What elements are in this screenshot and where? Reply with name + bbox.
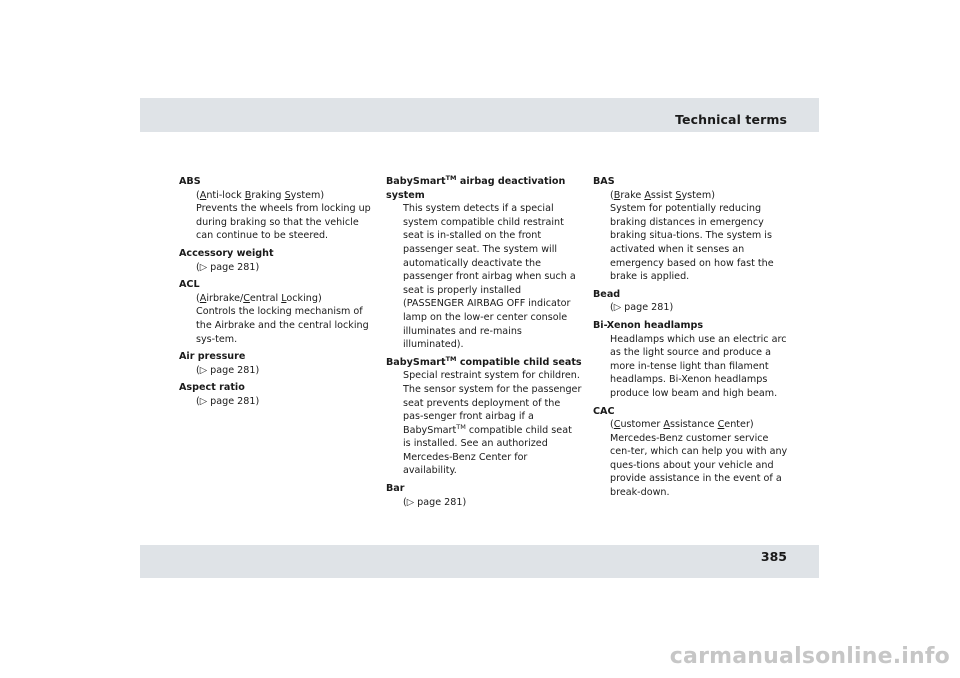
header-band — [140, 98, 819, 132]
expansion-cac: (Customer Assistance Center) — [610, 419, 754, 431]
term-bixenon: Bi-Xenon headlamps — [593, 319, 704, 331]
footer-band — [140, 545, 819, 578]
definition-babysmart-airbag: This system detects if a special system compatible child restraint seat is in-stalled on the front passenger seat. The system will automatically deactivate the passenger front airbag when such a seat is properly installed (PASSENGER AIRBAG OFF indicator lamp on the low-er center console illuminates and re-mains illuminated). — [403, 203, 576, 351]
trademark-mark: TM — [456, 422, 466, 431]
column-3 — [593, 175, 789, 504]
glossary-entry-abs — [179, 175, 375, 243]
glossary-entry-babysmart-airbag — [386, 175, 582, 352]
term-bead: Bead — [593, 288, 621, 300]
term-bar: Bar — [386, 483, 405, 495]
term-cac: CAC — [593, 405, 615, 417]
definition-acl: Controls the locking mechanism of the Airbrake and the central locking sys-tem. — [196, 306, 369, 345]
glossary-entry-aspect-ratio — [179, 381, 375, 408]
trademark-mark: TM — [445, 173, 457, 182]
glossary-entry-acl — [179, 278, 375, 346]
term-babysmart-seats: BabySmart™ compatible child seats — [386, 354, 582, 368]
glossary-entry-bead — [593, 288, 789, 315]
watermark: carmanualsonline.info — [669, 644, 950, 669]
definition-babysmart-seats: Special restraint system for children. The sensor system for the passenger seat prevents deployment of the pas-senger front airbag if a BabySmart™ compatible child seat is installed. See an authorized Mercedes-Benz Center for availability. — [403, 370, 582, 477]
page-number: 385 — [760, 549, 787, 564]
definition-cac: Mercedes-Benz customer service cen-ter, which can help you with any ques-tions about your vehicle and provide assistance in the event of a break-down. — [610, 432, 788, 499]
term-accessory-weight: Accessory weight — [179, 247, 274, 259]
page-ref-bead[interactable]: (▷ page 281) — [610, 302, 674, 314]
glossary-entry-cac — [593, 405, 789, 500]
section-title: Technical terms — [675, 112, 787, 127]
term-aspect-ratio: Aspect ratio — [179, 382, 245, 394]
term-babysmart-airbag: BabySmart™ airbag deactivation system — [386, 173, 566, 201]
definition-bixenon: Headlamps which use an electric arc as the light source and produce a more in-tense light than filament headlamps. Bi-Xenon headlamps produce low beam and high beam. — [610, 333, 787, 399]
glossary-entry-accessory-weight — [179, 247, 375, 274]
page-ref-bar[interactable]: (▷ page 281) — [403, 496, 467, 508]
expansion-abs: (Anti-lock Braking System) — [196, 189, 325, 201]
glossary-entry-air-pressure — [179, 350, 375, 377]
definition-abs: Prevents the wheels from locking up during braking so that the vehicle can continue to be steered. — [196, 203, 371, 242]
page-ref-aspect-ratio[interactable]: (▷ page 281) — [196, 395, 260, 407]
glossary-entry-bas — [593, 175, 789, 284]
expansion-bas: (Brake Assist System) — [610, 189, 715, 201]
glossary-entry-bixenon — [593, 319, 789, 401]
term-acl: ACL — [179, 279, 200, 291]
page-ref-accessory-weight[interactable]: (▷ page 281) — [196, 261, 260, 273]
glossary-entry-babysmart-seats — [386, 356, 582, 478]
column-1 — [179, 175, 375, 413]
glossary-entry-bar — [386, 482, 582, 509]
term-abs: ABS — [179, 176, 201, 187]
term-air-pressure: Air pressure — [179, 351, 246, 363]
term-bas: BAS — [593, 176, 615, 187]
definition-bas: System for potentially reducing braking distances in emergency braking situa-tions. The system is activated when it senses an emergency based on how fast the brake is applied. — [610, 203, 774, 283]
expansion-acl: (Airbrake/Central Locking) — [196, 292, 322, 304]
column-2 — [386, 175, 582, 513]
page-ref-air-pressure[interactable]: (▷ page 281) — [196, 364, 260, 376]
trademark-mark: TM — [445, 354, 457, 363]
